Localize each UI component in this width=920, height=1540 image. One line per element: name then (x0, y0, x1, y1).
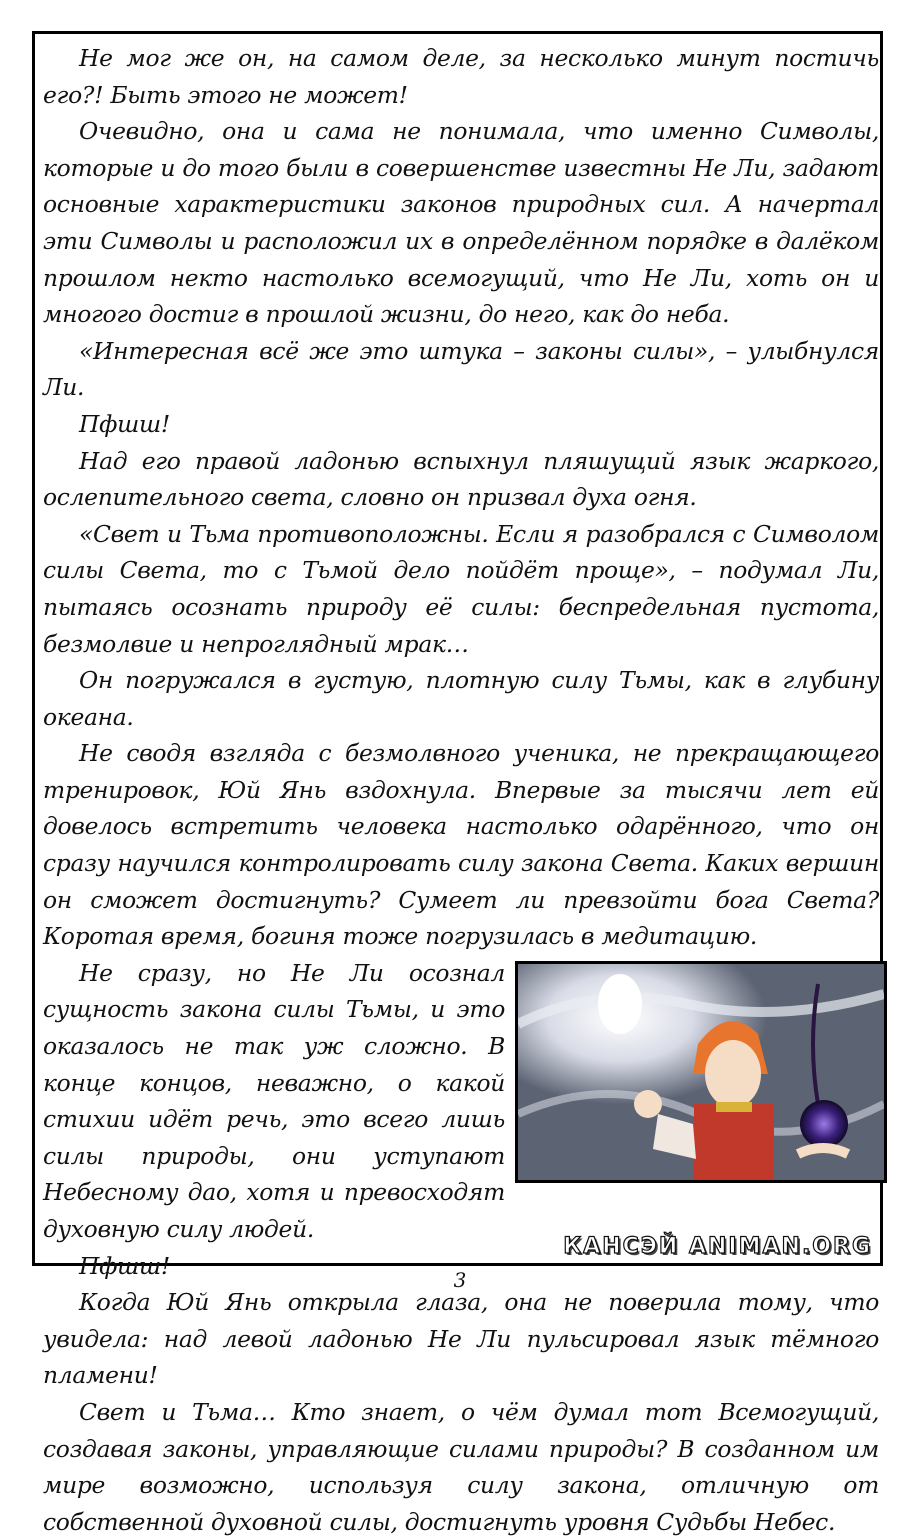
paragraph: Пфшш! (79, 409, 170, 438)
paragraph: Свет и Тьма… Кто знает, о чём думал тот Всемогущий, создавая законы, управляющие силами природы? В созданном им мире возможно, используя силу закона, отличную от собственной духовной силы, достигнуть уровня Судьбы Небес. (43, 1397, 879, 1536)
page-frame (32, 31, 883, 1536)
paragraph: Очевидно, она и сама не понимала, что именно Символы, которые и до того были в совершенстве известны Не Ли, задают основные характеристики законов природных сил. А начертал эти Символы и расположил их в определённом порядке в далёком прошлом некто настолько всемогущий, что Не Ли, хоть он и многого достиг в прошлой жизни, до него, как до неба. (43, 117, 879, 329)
paragraph: Когда Юй Янь открыла глаза, она не поверила тому, что увидела: над левой ладонью Не Ли пульсировал язык тёмного пламени! (43, 1288, 879, 1390)
paragraph: Не сразу, но Не Ли осознал сущность закона силы Тьмы, и это оказалось не так уж сложно. В конце концов, неважно, о какой стихии идёт речь, это всего лишь силы природы, они уступают Небесному дао, хотя и превосходят духовную силу людей. (43, 958, 505, 1243)
manga-illustration-icon (518, 964, 884, 1180)
text-body (43, 40, 879, 1540)
paragraph: Не сводя взгляда с безмолвного ученика, не прекращающего тренировок, Юй Янь вздохнула. Впервые за тысячи лет ей довелось встретить человека настолько одарённого, что он сразу научился контролировать силу закона Света. Каких вершин он сможет достигнуть? Сумеет ли превзойти бога Света? Коротая время, богиня тоже погрузилась в медитацию. (43, 739, 879, 951)
paragraph: Он погружался в густую, плотную силу Тьмы, как в глубину океана. (43, 666, 879, 731)
paragraph: Над его правой ладонью вспыхнул пляшущий язык жаркого, ослепительного света, словно он призвал духа огня. (43, 446, 879, 512)
paragraph: «Интересная всё же это штука – законы силы», – улыбнулся Ли. (43, 336, 879, 402)
paragraph: Не мог же он, на самом деле, за несколько минут постичь его?! Быть этого не может! (43, 44, 879, 109)
page-number: 3 (453, 1268, 467, 1292)
paragraph: Пфшш! (79, 1251, 170, 1280)
paragraph: «Свет и Тьма противоположны. Если я разобрался с Символом силы Света, то с Тьмой дело пойдёт проще», – подумал Ли, пытаясь осознать природу её силы: беспредельная пустота, безмолвие и непроглядный мрак… (43, 519, 879, 658)
watermark-logo: КАНСЭЙ ANIMAN.ORG (563, 1234, 872, 1259)
illustration-image (515, 961, 887, 1183)
